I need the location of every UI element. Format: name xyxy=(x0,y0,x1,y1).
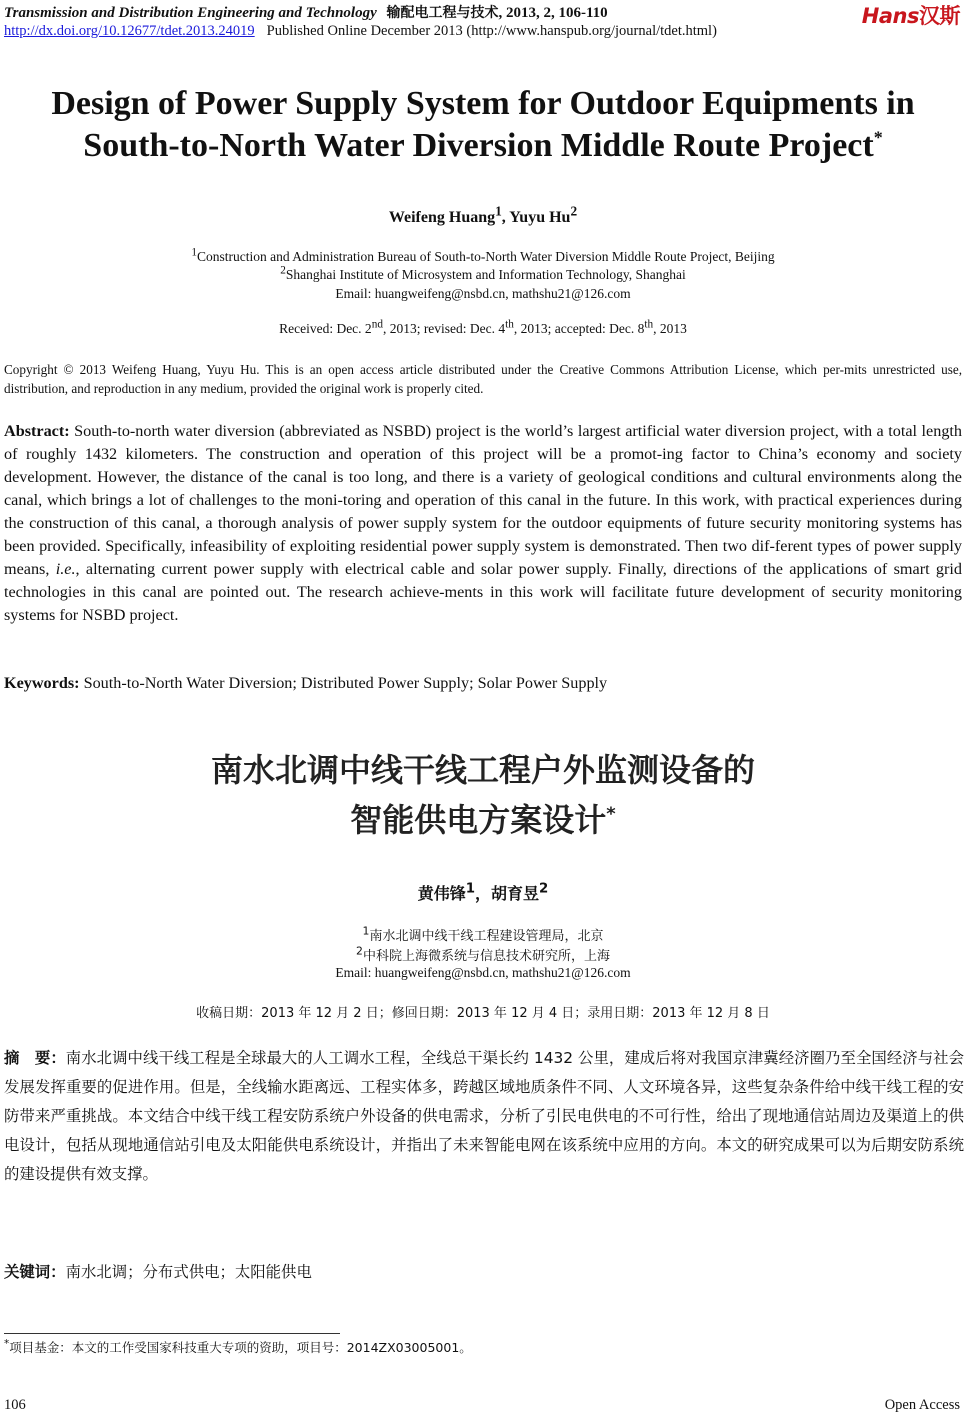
journal-citation: , 2013, 2, 106-110 xyxy=(498,5,608,21)
affiliation-2-cn: $^2$中科院上海微系统与信息技术研究所，上海 xyxy=(356,944,610,964)
title-footnote-mark: * xyxy=(873,127,883,148)
email-en: Email: huangweifeng@nsbd.cn, mathshu21@126.com xyxy=(335,286,631,301)
hans-logo: Hans汉斯 xyxy=(861,4,960,28)
paper-title-en: Design of Power Supply System for Outdoor Equipments in South-to-North Water Diversion Middle Route Project* xyxy=(51,85,915,164)
copyright-notice: Copyright © 2013 Weifeng Huang, Yuyu Hu. This is an open access article distributed under the Creative Commons Attribution License, which per-mits unrestricted use, distribution, and reproduction in any medium, provided the original work is properly cited. xyxy=(4,362,962,396)
abstract-en: Abstract: South-to-north water diversion (abbreviated as NSBD) project is the world’s largest artificial water diversion project, with a total length of roughly 1432 kilometers. The construction and operation of this project will be a promot-ing factor to China’s economy and society development. However, the distance of the canal is too long, and there is a variety of geological conditions and cultural environments along the canal, which brings a lot of challenges to the moni-toring and operation of this canal in the future. In this work, with practical experiences during the construction of this canal, a thorough analysis of power supply system for the outdoor equipments of future security monitoring systems has been provided. Specifically, infeasibility of exploiting residential power supply system is demonstrated. Then two dif-ferent types of power supply means, i.e., alternating current power supply with electrical cable and solar power supply. Finally, directions of the applications of smart grid technologies in this canal are pointed out. The research achieve-ments in this work will facilitate future development of security monitoring systems for NSBD project. xyxy=(4,422,963,624)
open-access-label: Open Access xyxy=(884,1397,960,1413)
journal-name-cn: 输配电工程与技术 xyxy=(386,5,499,21)
received-dates-cn: 收稿日期：2013 年 12 月 2 日；修回日期：2013 年 12 月 4 日；录用日期：2013 年 12 月 8 日 xyxy=(196,1006,770,1021)
abstract-label: Abstract: xyxy=(4,422,70,440)
footnote: *项目基金：本文的工作受国家科技重大专项的资助，项目号：2014ZX03005001。 xyxy=(4,1337,472,1355)
authors-en: Weifeng Huang$^1$, Yuyu Hu$^2$ xyxy=(388,203,578,226)
authors-cn: 黄伟锋$^1$，胡育昱$^2$ xyxy=(417,881,549,903)
footnote-divider xyxy=(4,1333,340,1334)
affiliation-1-en: $^1$Construction and Administration Bureau of South-to-North Water Diversion Middle Route Project, Beijing xyxy=(191,246,775,264)
journal-name: Transmission and Distribution Engineering and Technology xyxy=(4,5,377,21)
received-dates-en: Received: Dec. 2nd, 2013; revised: Dec. 4th, 2013; accepted: Dec. 8th, 2013 xyxy=(279,318,687,336)
affiliation-1-cn: $^1$南水北调中线干线工程建设管理局，北京 xyxy=(362,924,604,944)
doi-link[interactable]: http://dx.doi.org/10.12677/tdet.2013.24019 xyxy=(4,23,255,39)
keywords-cn: 关键词：南水北调；分布式供电；太阳能供电 xyxy=(4,1263,312,1281)
affiliation-2-en: $^2$Shanghai Institute of Microsystem and Information Technology, Shanghai xyxy=(280,264,686,282)
abstract-cn: 摘 要：南水北调中线干线工程是全球最大的人工调水工程，全线总干渠长约 1432 公里，建成后将对我国京津冀经济圈乃至全国经济与社会发展发挥重要的促进作用。但是，全线输水距离远、工程实体多，跨越区域地质条件不同、人文环境各异，这些复杂条件给中线干线工程的安防带来严重挑战。本文结合中线干线工程安防系统户外设备的供电需求，分析了引民电供电的不可行性，给出了现地通信站周边及渠道上的供电设计，包括从现地通信站引电及太阳能供电系统设计，并指出了未来智能电网在该系统中应用的方向。本文的研究成果可以为后期安防系统的建设提供有效支撑。 xyxy=(4,1049,964,1183)
page-number: 106 xyxy=(4,1397,26,1413)
keywords-en: Keywords: South-to-North Water Diversion; Distributed Power Supply; Solar Power Supply xyxy=(4,674,608,692)
published-online: Published Online December 2013 (http://www.hanspub.org/journal/tdet.html) xyxy=(266,23,717,39)
email-cn: Email: huangweifeng@nsbd.cn, mathshu21@126.com xyxy=(335,965,631,980)
paper-title-cn: 南水北调中线干线工程户外监测设备的 智能供电方案设计* xyxy=(210,751,755,839)
journal-header xyxy=(4,2,608,22)
doi-line xyxy=(4,23,717,40)
